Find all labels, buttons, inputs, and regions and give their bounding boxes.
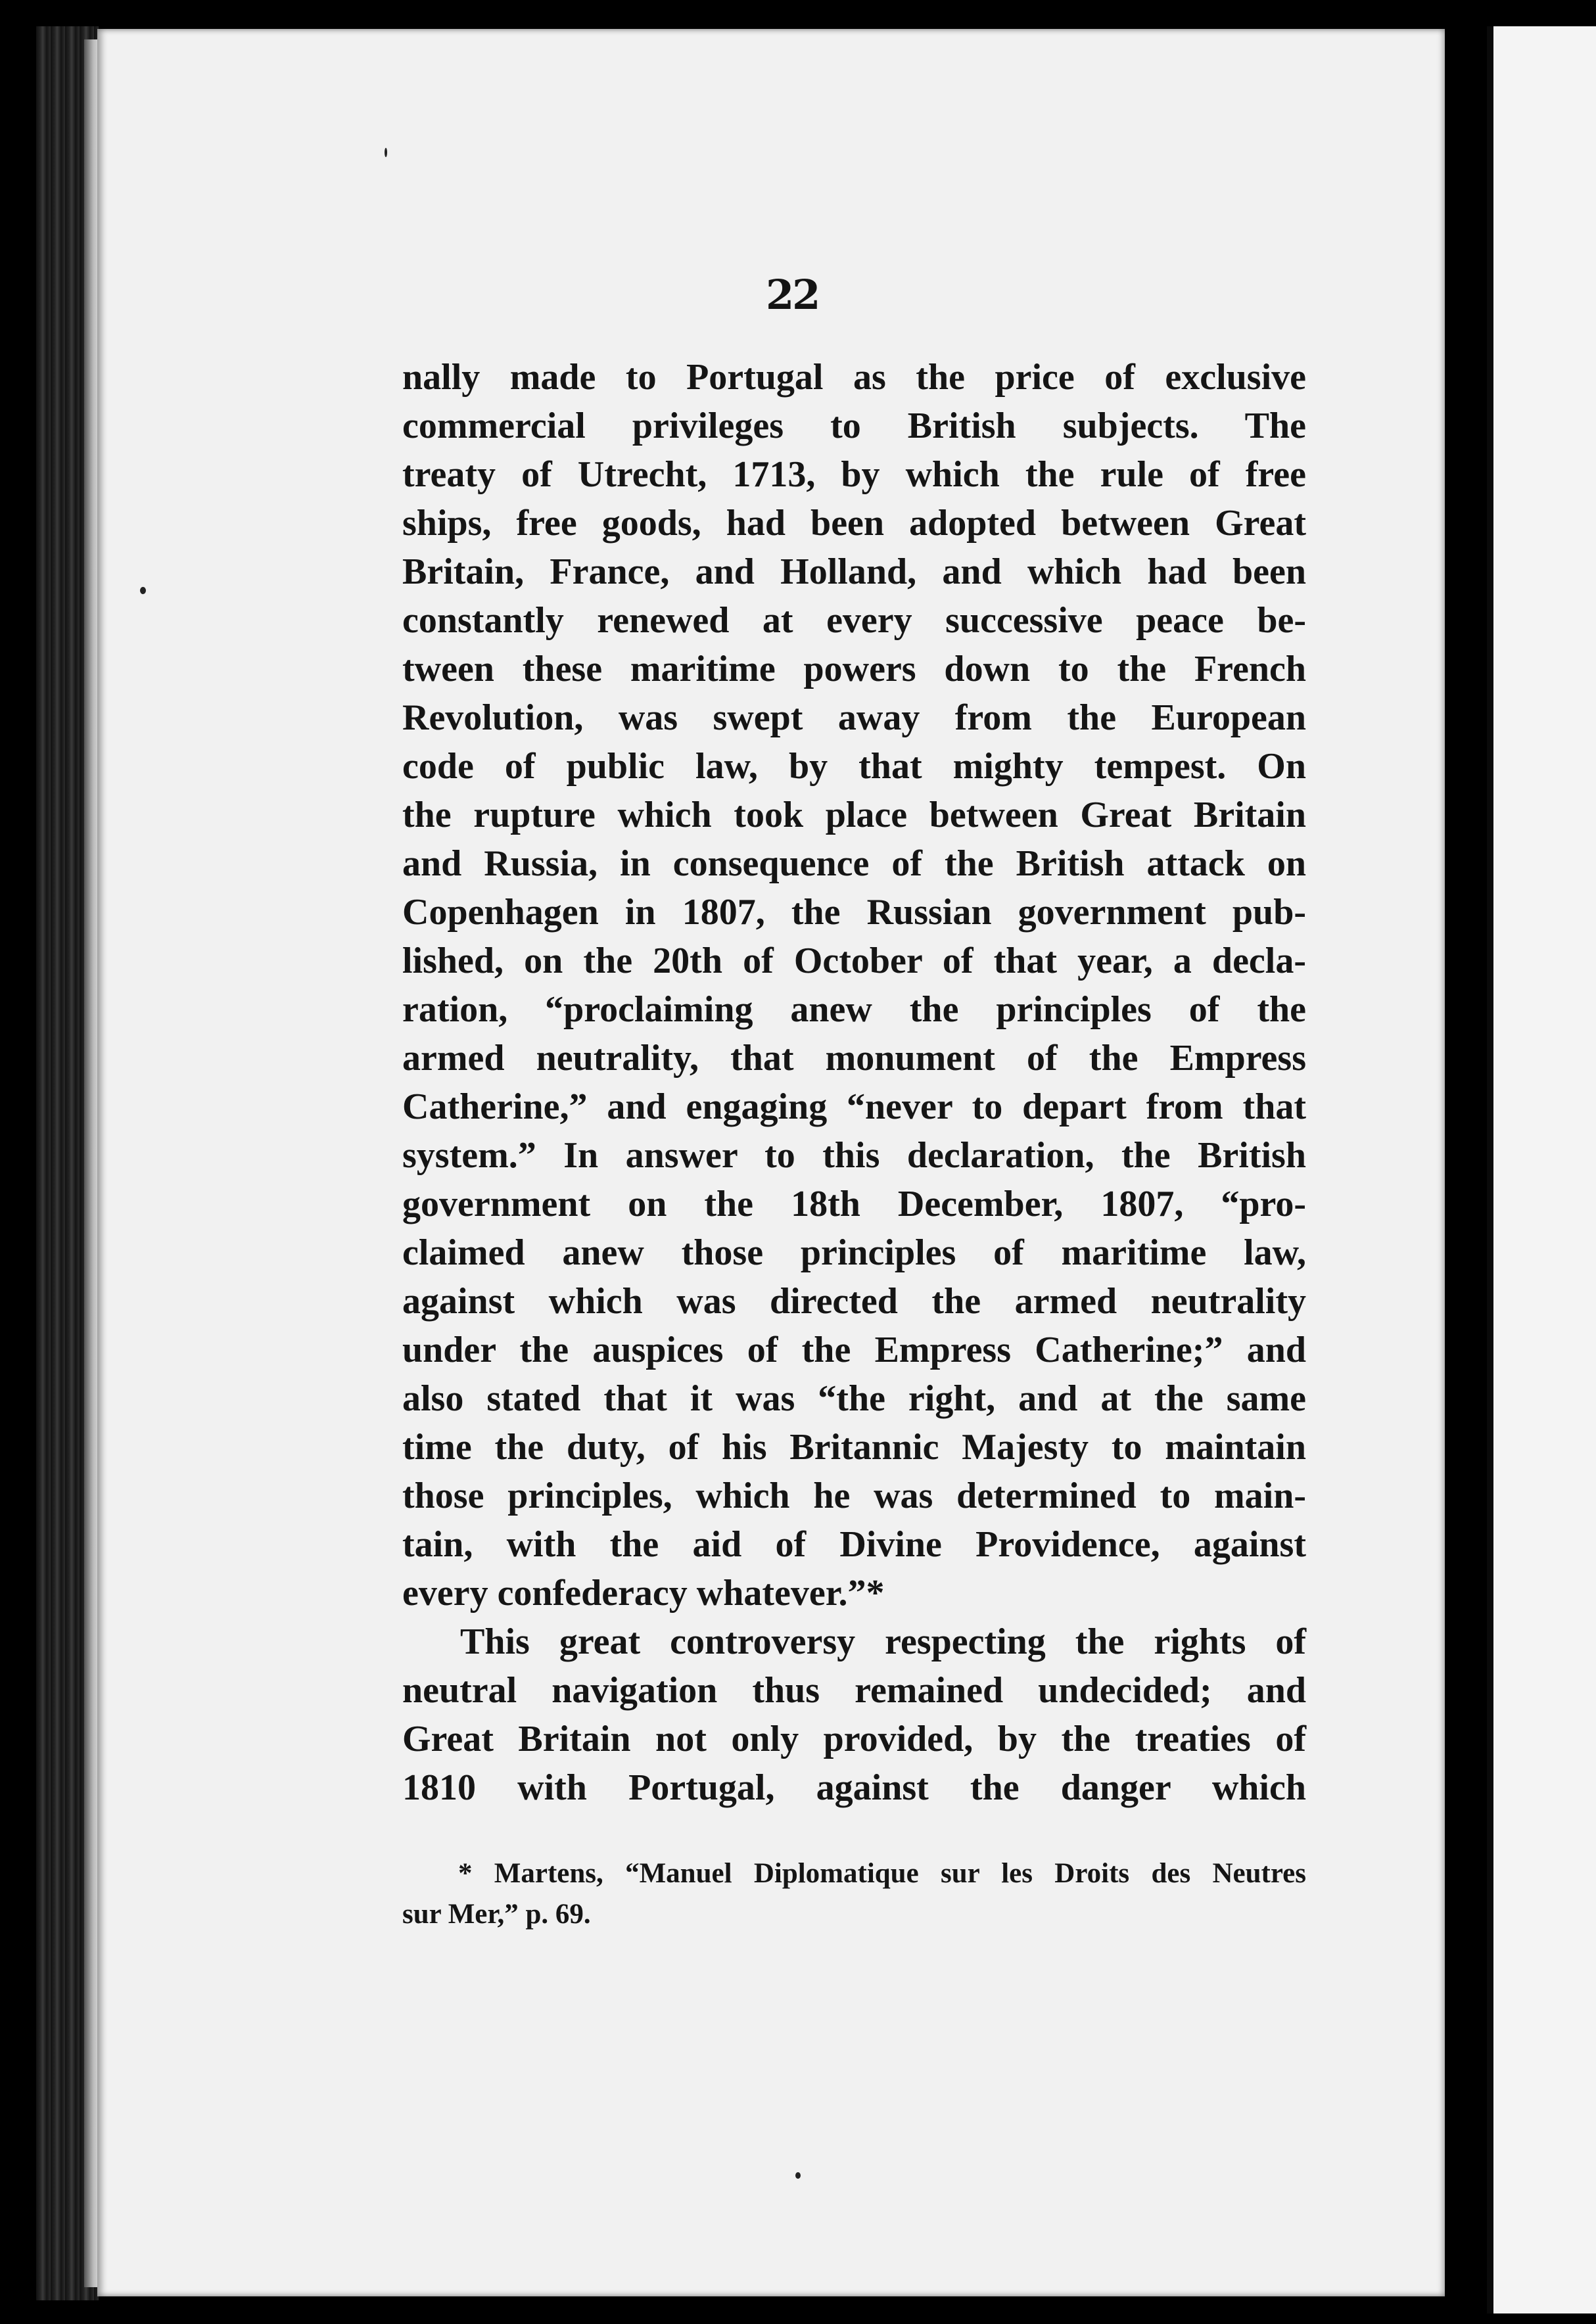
text-line: under the auspices of the Empress Catherine;” and	[402, 1330, 1306, 1370]
text-line: constantly renewed at every successive peace be-	[402, 600, 1306, 641]
text-line: tween these maritime powers down to the French	[402, 649, 1306, 689]
text-line: against which was directed the armed neutrality	[402, 1281, 1306, 1322]
body-text	[402, 353, 1306, 1812]
text-line: nally made to Portugal as the price of exclusive	[402, 357, 1306, 398]
text-line: time the duty, of his Britannic Majesty to maintain	[402, 1427, 1306, 1468]
text-line: Great Britain not only provided, by the treaties of	[402, 1719, 1306, 1759]
margin-speck	[385, 148, 387, 157]
text-line: commercial privileges to British subjects. The	[402, 406, 1306, 446]
text-line: Britain, France, and Holland, and which had been	[402, 551, 1306, 592]
text-line: Revolution, was swept away from the European	[402, 697, 1306, 738]
footnote	[402, 1853, 1306, 1935]
text-line: armed neutrality, that monument of the Empress	[402, 1038, 1306, 1079]
footnote-line: sur Mer,” p. 69.	[402, 1899, 591, 1930]
text-line: ships, free goods, had been adopted between Great	[402, 503, 1306, 544]
facing-page-edge	[1487, 26, 1596, 2313]
text-line: also stated that it was “the right, and at the same	[402, 1378, 1306, 1419]
text-line: treaty of Utrecht, 1713, by which the rule of free	[402, 454, 1306, 495]
text-line: lished, on the 20th of October of that year, a decla-	[402, 941, 1306, 981]
paragraph-start-line: This great controversy respecting the rights of	[460, 1621, 1306, 1662]
text-line: neutral navigation thus remained undecided; and	[402, 1670, 1306, 1711]
margin-speck	[795, 2172, 801, 2179]
text-line: Catherine,” and engaging “never to depart from that	[402, 1086, 1306, 1127]
text-line: tain, with the aid of Divine Providence, against	[402, 1524, 1306, 1565]
text-line: Copenhagen in 1807, the Russian government pub-	[402, 892, 1306, 933]
margin-speck	[140, 587, 146, 594]
text-line: ration, “proclaiming anew the principles of the	[402, 989, 1306, 1030]
text-line: code of public law, by that mighty tempest. On	[402, 746, 1306, 787]
text-line: claimed anew those principles of maritime law,	[402, 1232, 1306, 1273]
page-number: 22	[766, 271, 819, 319]
text-line: government on the 18th December, 1807, “pro-	[402, 1184, 1306, 1224]
text-line: every confederacy whatever.”*	[402, 1573, 885, 1614]
text-line: system.” In answer to this declaration, the British	[402, 1135, 1306, 1176]
footnote-line: * Martens, “Manuel Diplomatique sur les Droits des Neutres	[458, 1858, 1306, 1889]
text-line: 1810 with Portugal, against the danger which	[402, 1767, 1306, 1808]
text-line: and Russia, in consequence of the British attack on	[402, 843, 1306, 884]
text-line: those principles, which he was determined to main-	[402, 1476, 1306, 1516]
text-line: the rupture which took place between Great Britain	[402, 795, 1306, 835]
